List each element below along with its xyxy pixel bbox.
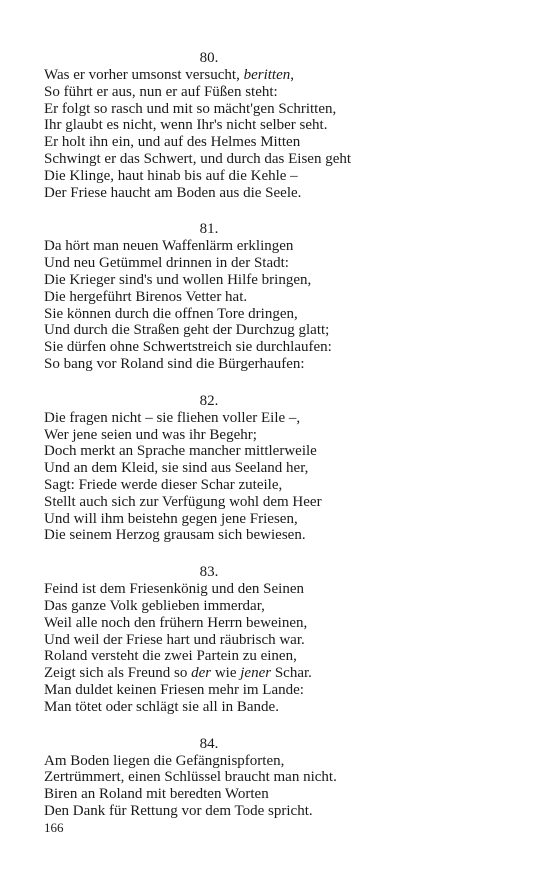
verse-line — [44, 410, 374, 427]
verse-line — [44, 581, 374, 598]
verse-text: Die fragen nicht – sie fliehen voller Eile –, — [44, 409, 301, 426]
verse-italic-text: jener — [240, 665, 272, 682]
verse-text: Was er vorher umsonst versucht, — [44, 67, 244, 83]
verse-line — [44, 238, 374, 255]
verse-line — [44, 699, 374, 716]
verse-line — [44, 67, 374, 84]
stanza — [44, 221, 374, 372]
stanza-number: 82. — [199, 392, 219, 409]
verse-italic-text: der — [191, 665, 212, 682]
verse-text: Schar. — [271, 665, 312, 682]
verse-line — [44, 460, 374, 477]
verse-line — [44, 615, 374, 632]
verse-line — [44, 339, 374, 356]
verse-line — [44, 803, 374, 820]
verse-line — [44, 84, 374, 101]
verse-text: So bang vor Roland sind die Bürgerhaufen: — [44, 355, 305, 372]
verse-text: Und an dem Kleid, sie sind aus Seeland her, — [44, 460, 309, 477]
verse-line — [44, 255, 374, 272]
stanza — [44, 393, 374, 544]
verse-line — [44, 185, 374, 202]
verse-text: Biren an Roland mit beredten Worten — [44, 786, 269, 803]
verse-text: Zeigt sich als Freund so — [44, 665, 192, 682]
verse-line — [44, 665, 374, 682]
verse-text: Und weil der Friese hart und räubrisch war. — [44, 631, 305, 648]
verse-line — [44, 322, 374, 339]
verse-text: Weil alle noch den frühern Herrn beweinen, — [44, 614, 308, 631]
verse-text: Die seinem Herzog grausam sich bewiesen. — [44, 527, 306, 544]
verse-text: Und will ihm beistehn gegen jene Friesen, — [44, 510, 298, 527]
verse-line — [44, 356, 374, 373]
verse-text: Er folgt so rasch und mit so mächt'gen Schritten, — [44, 100, 337, 117]
verse-line — [44, 511, 374, 528]
verse-text: Den Dank für Rettung vor dem Tode spricht. — [44, 802, 313, 819]
stanza-number: 83. — [199, 564, 219, 581]
verse-text: So führt er aus, nun er auf Füßen steht: — [44, 83, 278, 100]
verse-text: Man tötet oder schlägt sie all in Bande. — [44, 698, 279, 715]
verse-text: Doch merkt an Sprache mancher mittlerweile — [44, 443, 317, 460]
verse-text: Sie dürfen ohne Schwertstreich sie durchlaufen: — [44, 339, 332, 356]
verse-line — [44, 477, 374, 494]
verse-line — [44, 494, 374, 511]
verse-line — [44, 306, 374, 323]
verse-line — [44, 101, 374, 118]
stanza — [44, 736, 374, 820]
stanza-number: 81. — [199, 221, 219, 238]
verse-text: Und neu Getümmel drinnen in der Stadt: — [44, 255, 289, 272]
stanza-number: 84. — [199, 735, 219, 752]
verse-text: Der Friese haucht am Boden aus die Seele. — [44, 184, 302, 201]
verse-text: Ihr glaubt es nicht, wenn Ihr's nicht selber seht. — [44, 117, 328, 134]
verse-text: wie — [211, 665, 241, 682]
verse-text: Stellt auch sich zur Verfügung wohl dem Heer — [44, 493, 322, 510]
verse-text: , — [290, 67, 294, 83]
verse-text: Man duldet keinen Friesen mehr im Lande: — [44, 681, 304, 698]
verse-line — [44, 753, 374, 770]
verse-line — [44, 427, 374, 444]
verse-text: Sagt: Friede werde dieser Schar zuteile, — [44, 476, 283, 493]
verse-line — [44, 117, 374, 134]
verse-text: Er holt ihn ein, und auf des Helmes Mitten — [44, 134, 301, 151]
stanza-number: 80. — [199, 50, 219, 66]
book-page — [44, 50, 374, 840]
verse-text: Da hört man neuen Waffenlärm erklingen — [44, 238, 294, 255]
stanza — [44, 50, 374, 201]
verse-text: Sie können durch die offnen Tore dringen, — [44, 305, 298, 322]
verse-text: Und durch die Straßen geht der Durchzug glatt; — [44, 322, 330, 339]
verse-line — [44, 682, 374, 699]
verse-line — [44, 598, 374, 615]
page-number: 166 — [44, 820, 64, 835]
verse-line — [44, 648, 374, 665]
verse-text: Am Boden liegen die Gefängnispforten, — [44, 752, 285, 769]
verse-text: Das ganze Volk geblieben immerdar, — [44, 597, 265, 614]
verse-line — [44, 168, 374, 185]
verse-line — [44, 134, 374, 151]
verse-line — [44, 632, 374, 649]
verse-text: Schwingt er das Schwert, und durch das Eisen geht — [44, 150, 352, 167]
verse-text: Roland versteht die zwei Partein zu einen, — [44, 648, 297, 665]
verse-text: Zertrümmert, einen Schlüssel braucht man nicht. — [44, 769, 337, 786]
verse-line — [44, 151, 374, 168]
verse-line — [44, 272, 374, 289]
verse-text: Wer jene seien und was ihr Begehr; — [44, 426, 257, 443]
verse-text: Feind ist dem Friesenkönig und den Seinen — [44, 581, 304, 598]
verse-line — [44, 443, 374, 460]
verse-text: Die Krieger sind's und wollen Hilfe bringen, — [44, 271, 312, 288]
verse-line — [44, 786, 374, 803]
verse-line — [44, 769, 374, 786]
verse-text: Die Klinge, haut hinab bis auf die Kehle – — [44, 167, 298, 184]
verse-line — [44, 527, 374, 544]
verse-line — [44, 289, 374, 306]
verse-italic-text: beritten — [243, 67, 291, 83]
stanza — [44, 564, 374, 715]
verse-text: Die hergeführt Birenos Vetter hat. — [44, 288, 248, 305]
